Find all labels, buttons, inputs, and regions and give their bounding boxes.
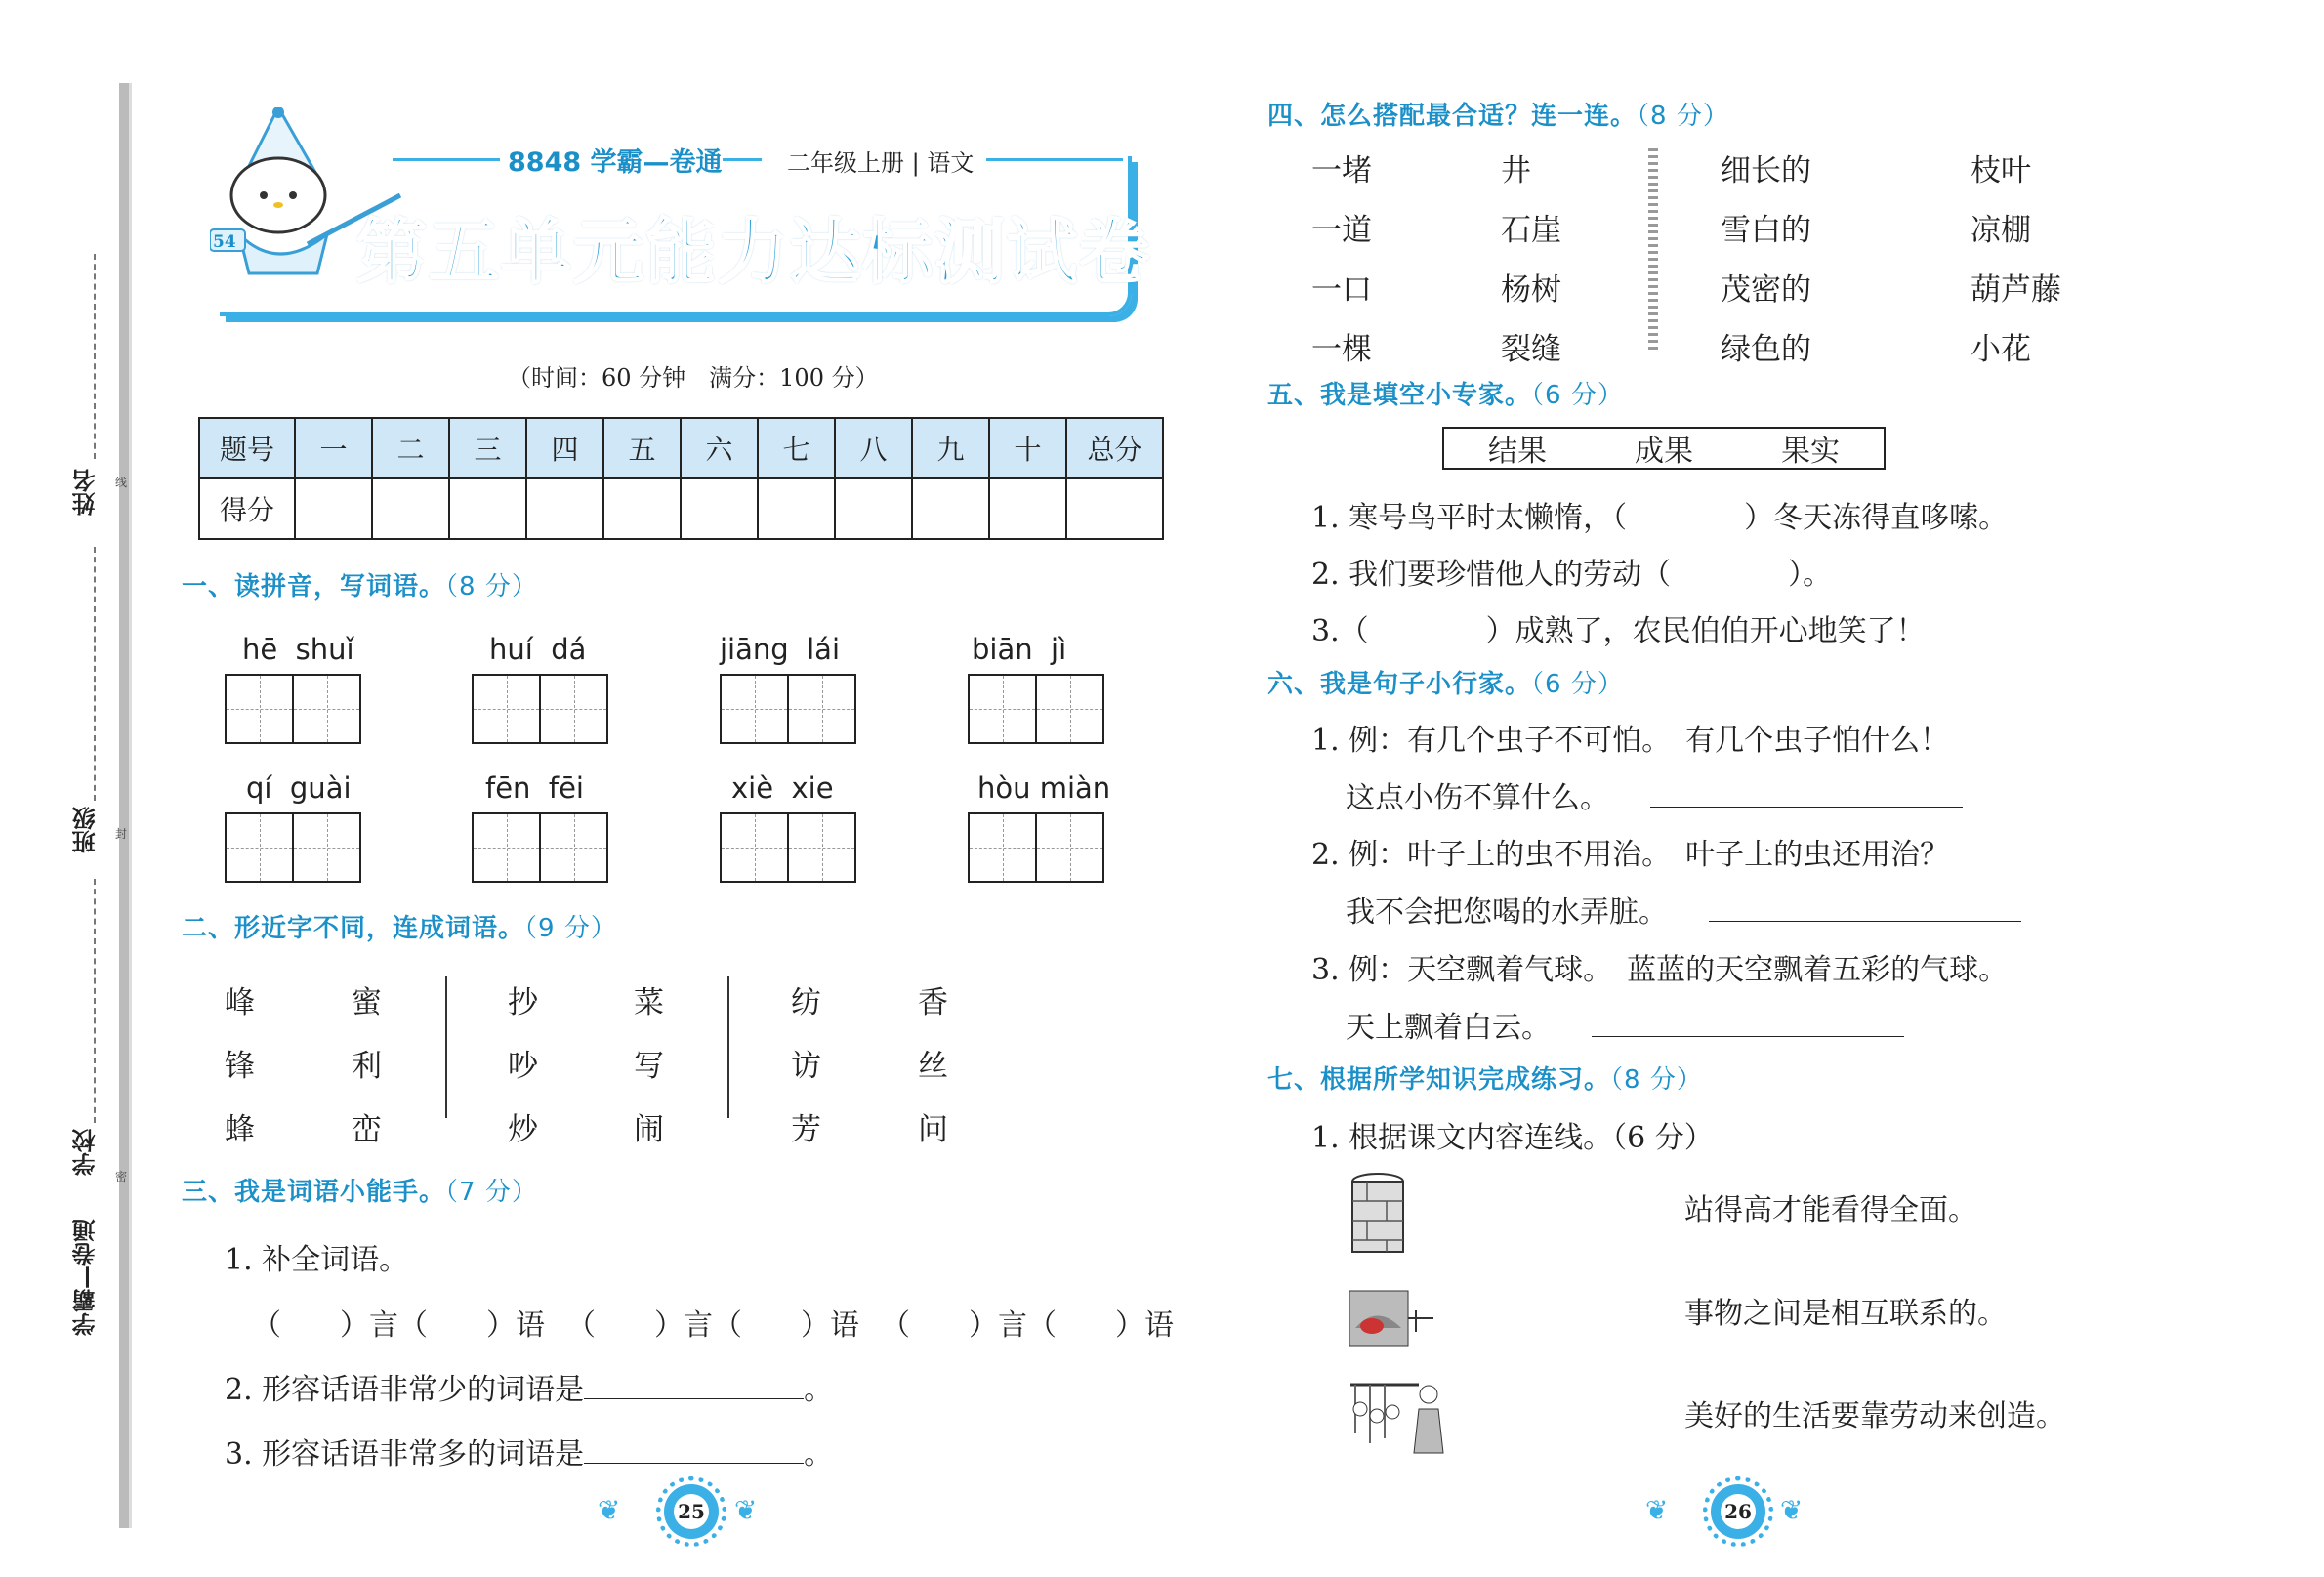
pinyin-box xyxy=(225,771,361,883)
score-header-cell: 题号 xyxy=(199,418,295,478)
score-cell[interactable] xyxy=(295,478,372,539)
name-label: 姓名 xyxy=(72,469,100,516)
binding-dash xyxy=(94,879,96,1123)
char: 抄 xyxy=(508,985,538,1020)
word: 葫芦藤 xyxy=(1971,272,2061,308)
brand-label: 8848 学霸—卷通 xyxy=(508,147,723,178)
fill-pattern: （ ）言（ ）语 xyxy=(252,1308,545,1343)
score-header-cell: 八 xyxy=(835,418,912,478)
score-cell[interactable] xyxy=(758,478,835,539)
char: 蜜 xyxy=(352,985,382,1020)
time-info: （时间：60 分钟 满分：100 分） xyxy=(508,364,879,392)
answer-blank[interactable] xyxy=(1627,501,1744,535)
answer-blank[interactable] xyxy=(584,1463,804,1464)
word: 一棵 xyxy=(1311,332,1372,367)
brand-vertical-label: 学霸—卷通 xyxy=(72,1219,100,1336)
q6-example: 1. 例：有几个虫子不可怕。 有几个虫子怕什么！ xyxy=(1311,724,1950,758)
pinyin-text: xiè xie xyxy=(731,771,834,805)
char: 峦 xyxy=(352,1112,382,1147)
char: 蜂 xyxy=(225,1112,255,1147)
writing-grid[interactable] xyxy=(720,674,856,744)
banner-rule-left xyxy=(393,158,500,161)
answer-blank[interactable] xyxy=(1671,558,1788,592)
grade-label: 二年级上册 | 语文 xyxy=(787,149,975,177)
score-cell[interactable] xyxy=(912,478,989,539)
score-header-cell: 总分 xyxy=(1066,418,1163,478)
q1-heading: 一、读拼音，写词语。（8 分） xyxy=(182,572,538,602)
score-cell[interactable] xyxy=(603,478,681,539)
seal-mark: 封 xyxy=(115,827,128,841)
word: 小花 xyxy=(1971,332,2031,367)
q6-question: 天上飘着白云。 xyxy=(1346,1003,1904,1046)
writing-grid[interactable] xyxy=(225,812,361,883)
answer-blank[interactable] xyxy=(1650,807,1963,808)
word-bank-item: 结果 xyxy=(1488,435,1547,469)
score-header-cell: 二 xyxy=(372,418,449,478)
writing-grid[interactable] xyxy=(968,674,1104,744)
score-header-cell: 十 xyxy=(989,418,1066,478)
frog-scene-icon xyxy=(1348,1289,1435,1349)
q4-col4 xyxy=(1971,142,2061,380)
score-cell[interactable] xyxy=(372,478,449,539)
score-header-cell: 六 xyxy=(681,418,758,478)
pinyin-text: fēn fēi xyxy=(485,771,584,805)
pinyin-text: hòu miàn xyxy=(977,771,1111,805)
q6-example: 2. 例：叶子上的虫不用治。 叶子上的虫还用治？ xyxy=(1311,838,1950,872)
well-icon xyxy=(1348,1172,1408,1262)
char: 丝 xyxy=(918,1049,948,1084)
score-header-cell: 三 xyxy=(449,418,526,478)
school-label: 学校 xyxy=(72,1129,100,1176)
word: 凉棚 xyxy=(1971,213,2031,248)
word: 石崖 xyxy=(1501,213,1561,248)
moral-text: 美好的生活要靠劳动来创造。 xyxy=(1684,1399,2065,1433)
q3-heading: 三、我是词语小能手。（7 分） xyxy=(182,1178,538,1207)
pinyin-text: jiāng lái xyxy=(720,633,840,666)
char: 写 xyxy=(634,1049,664,1084)
q3-sub1: 1. 补全词语。 xyxy=(225,1243,409,1277)
word: 一道 xyxy=(1311,213,1372,248)
secret-mark: 密 xyxy=(115,1170,128,1183)
word: 杨树 xyxy=(1501,272,1561,308)
fill-pattern: （ ）言（ ）语 xyxy=(881,1308,1174,1343)
char: 访 xyxy=(791,1049,821,1084)
q7-sub1: 1. 根据课文内容连线。（6 分） xyxy=(1311,1121,1714,1155)
char: 利 xyxy=(352,1049,382,1084)
q2-group-1-right xyxy=(352,972,382,1162)
word-bank xyxy=(1442,427,1886,470)
answer-blank[interactable] xyxy=(1369,614,1486,648)
q4-col1 xyxy=(1311,142,1372,380)
pinyin-box xyxy=(720,633,856,744)
q5-item: 2. 我们要珍惜他人的劳动（ ）。 xyxy=(1311,558,1833,592)
class-label: 班级 xyxy=(72,807,100,853)
pinyin-text: hē shuǐ xyxy=(242,633,354,666)
sprout-icon: ❦ xyxy=(1780,1494,1804,1526)
word: 绿色的 xyxy=(1721,332,1811,367)
score-table-score-row xyxy=(199,478,1163,539)
writing-grid[interactable] xyxy=(968,812,1104,883)
word: 枝叶 xyxy=(1971,153,2031,188)
word-bank-item: 成果 xyxy=(1635,435,1693,469)
word: 雪白的 xyxy=(1721,213,1811,248)
char: 炒 xyxy=(508,1112,538,1147)
q2-group-2-left xyxy=(508,972,538,1162)
score-header-cell: 七 xyxy=(758,418,835,478)
moral-text: 事物之间是相互联系的。 xyxy=(1684,1297,2007,1331)
binding-bar xyxy=(119,83,129,1528)
word: 茂密的 xyxy=(1721,272,1811,308)
q2-group-3-left xyxy=(791,972,821,1162)
score-header-cell: 五 xyxy=(603,418,681,478)
word: 井 xyxy=(1501,153,1531,188)
divider xyxy=(445,976,447,1118)
score-cell[interactable] xyxy=(449,478,526,539)
binding-dash xyxy=(94,254,96,459)
answer-blank[interactable] xyxy=(584,1398,804,1399)
word: 一口 xyxy=(1311,272,1372,308)
writing-grid[interactable] xyxy=(472,812,608,883)
pinyin-box xyxy=(968,633,1104,744)
char: 闹 xyxy=(634,1112,664,1147)
page-tag: 54 xyxy=(213,232,236,252)
score-header-cell: 九 xyxy=(912,418,989,478)
banner-rule-mid xyxy=(723,158,762,161)
writing-grid[interactable] xyxy=(225,674,361,744)
char: 香 xyxy=(918,985,948,1020)
sprout-icon: ❦ xyxy=(734,1494,758,1526)
score-table xyxy=(198,417,1164,540)
sprout-icon: ❦ xyxy=(1645,1494,1669,1526)
score-row-label: 得分 xyxy=(199,478,295,539)
gourd-scene-icon xyxy=(1346,1375,1463,1463)
score-cell[interactable] xyxy=(526,478,603,539)
q2-group-1-left xyxy=(225,972,255,1162)
word: 细长的 xyxy=(1721,153,1811,188)
q2-group-3-right xyxy=(918,972,948,1162)
moral-text: 站得高才能看得全面。 xyxy=(1684,1193,1977,1227)
q3-sub2: 2. 形容话语非常少的词语是 。 xyxy=(225,1373,834,1407)
score-cell[interactable] xyxy=(1066,478,1163,539)
pinyin-box xyxy=(472,633,608,744)
q3-sub3: 3. 形容话语非常多的词语是 。 xyxy=(225,1437,834,1472)
sprout-icon: ❦ xyxy=(598,1494,621,1526)
q4-col2 xyxy=(1501,142,1561,380)
char: 纺 xyxy=(791,985,821,1020)
fill-pattern: （ ）言（ ）语 xyxy=(566,1308,859,1343)
binding-bar-shadow xyxy=(129,83,132,1528)
q6-example: 3. 例：天空飘着气球。 蓝蓝的天空飘着五彩的气球。 xyxy=(1311,953,2009,987)
q7-heading: 七、根据所学知识完成练习。（8 分） xyxy=(1267,1065,1703,1095)
pinyin-box xyxy=(968,771,1110,883)
binding-dash xyxy=(94,547,96,801)
pinyin-box xyxy=(472,771,608,883)
score-cell[interactable] xyxy=(681,478,758,539)
pinyin-text: huí dá xyxy=(489,633,587,666)
score-cell[interactable] xyxy=(835,478,912,539)
pinyin-text: biān jì xyxy=(972,633,1067,666)
char: 吵 xyxy=(508,1049,538,1084)
q6-heading: 六、我是句子小行家。（6 分） xyxy=(1267,670,1624,699)
q2-group-2-right xyxy=(634,972,664,1162)
writing-grid[interactable] xyxy=(720,812,856,883)
char: 峰 xyxy=(225,985,255,1020)
char: 锋 xyxy=(225,1049,255,1084)
word: 一堵 xyxy=(1311,153,1372,188)
answer-blank[interactable] xyxy=(1709,921,2021,922)
pinyin-box xyxy=(720,771,856,883)
page-number-left: 25 xyxy=(664,1484,719,1539)
pinyin-text: qí guài xyxy=(246,771,352,805)
q6-question: 这点小伤不算什么。 xyxy=(1346,773,1963,816)
score-table-header-row xyxy=(199,418,1163,478)
q2-heading: 二、形近字不同，连成词语。（9 分） xyxy=(182,914,617,943)
page-title: 第五单元能力达标测试卷 xyxy=(356,211,1152,293)
q4-heading: 四、怎么搭配最合适？连一连。（8 分） xyxy=(1267,102,1729,131)
q5-heading: 五、我是填空小专家。（6 分） xyxy=(1267,381,1624,410)
char: 问 xyxy=(918,1112,948,1147)
q5-item: 3.（ ）成熟了，农民伯伯开心地笑了！ xyxy=(1311,614,1926,648)
banner-rule-right xyxy=(986,158,1123,161)
char: 芳 xyxy=(791,1112,821,1147)
q5-item: 1. 寒号鸟平时太懒惰，（ ）冬天冻得直哆嗦。 xyxy=(1311,501,2009,535)
pinyin-box xyxy=(225,633,361,744)
divider xyxy=(727,976,729,1118)
line-mark: 线 xyxy=(115,476,128,489)
chain-divider xyxy=(1648,145,1658,350)
answer-blank[interactable] xyxy=(1592,1036,1904,1037)
score-cell[interactable] xyxy=(989,478,1066,539)
page-number-right: 26 xyxy=(1711,1484,1765,1539)
char: 菜 xyxy=(634,985,664,1020)
q6-question: 我不会把您喝的水弄脏。 xyxy=(1346,888,2021,931)
score-header-cell: 一 xyxy=(295,418,372,478)
writing-grid[interactable] xyxy=(472,674,608,744)
word-bank-item: 果实 xyxy=(1781,435,1840,469)
q4-col3 xyxy=(1721,142,1811,380)
score-header-cell: 四 xyxy=(526,418,603,478)
word: 裂缝 xyxy=(1501,332,1561,367)
